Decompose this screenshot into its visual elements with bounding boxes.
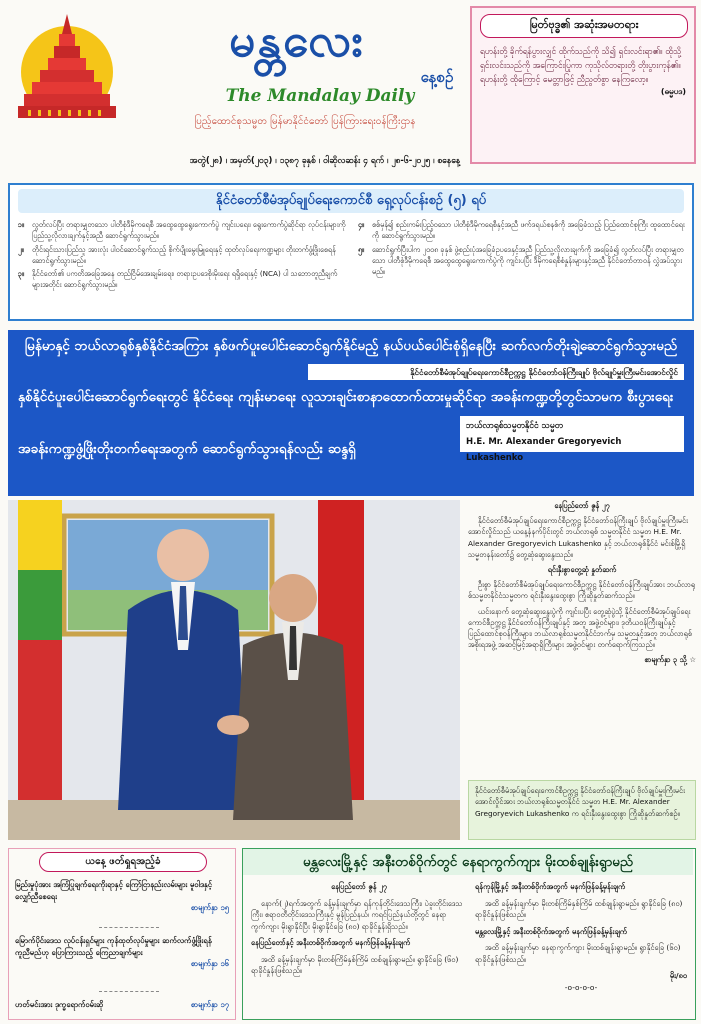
headline-byline-1: နိုင်ငံတော်စီမံအုပ်ချုပ်ရေးကောင်စီဥက္ကဋ္ဌ နိုင်ငံတော်ဝန်ကြီးချုပ် ဗိုလ်ချုပ်မှူးကြီးမင်းအောင်လှိုင် xyxy=(308,364,684,380)
weather-subhead: နေပြည်တော်နှင့် အနီးတစ်ဝိုက်အတွက် မနက်ဖြန်ခန့်မှန်းချက် xyxy=(251,938,411,947)
item-number: ၁။ xyxy=(18,220,25,229)
quote-source: (ဓမ္မပဒ) xyxy=(660,87,686,96)
item-number: ၂။ xyxy=(18,244,24,254)
list-item xyxy=(18,244,346,267)
article-subhead: ရင်းနှီးစွာတွေ့ဆုံ နှုတ်ဆက် xyxy=(547,565,617,575)
contents-item-page: စာမျက်နှာ ၁၆ xyxy=(190,959,229,968)
item-text: နိုင်ငံတော်၏ ပကတိအခြေအနေ တည်ငြိမ်အေးချမ်းရေး၊ တရားဥပဒေစိုးမိုးရေး ရရှိရေးနှင့် (NCA) ပါ သဘောတူညီချက်များအတိုင်း ဆောင်ရွက်သွားမည်။ xyxy=(32,269,338,290)
end-mark: -o-o-o-o- xyxy=(564,982,598,992)
item-text: စစ်မှန်၍ စည်းကမ်းပြည့်ဝသော ပါတီစုံဒီမိုကရေစီနှင့်အညီ ဖက်ဒရယ်စနစ်ကို အခြေခံသည့် ပြည်ထောင်စုကြီး ထူထောင်ရေးကို ဆောင်ရွက်သွားမည်။ xyxy=(372,220,685,241)
item-text: လွတ်လပ်ပြီး တရားမျှတသော ပါတီစုံဒီမိုကရေစီ အထွေထွေရွေးကောက်ပွဲ ကျင်းပရေး၊ ရွေးကောက်ပွဲဆိုင်ရာ လုပ်ငန်းများကို ပြည်သူ့လိုလားချက်နှင့်အညီ ဆောင်ရွက်သွားမည်။ xyxy=(32,220,346,241)
weather-left-column xyxy=(251,881,467,982)
state-left-column xyxy=(18,219,346,293)
contents-item-text: မြောက်ပိုင်းဒေသ လုပ်ငန်းရှင်များ ကုန်ထုတ်လုပ်မှုများ ဆက်လက်ဖွံ့ဖြိုးရန် ကူညီမည်ဟု ပြောကြားသည့် ကြေညာချက်များ xyxy=(15,936,212,957)
article-paragraph: ယင်းနောက် တွေ့ဆုံဆွေးနွေးပွဲကို ကျင်းပပြီး တွေ့ဆုံပွဲသို့ နိုင်ငံတော်စီမံအုပ်ချုပ်ရေးကောင်စီဥက္ကဋ္ဌ နိုင်ငံတော်ဝန်ကြီးချုပ်နှင့် အတူ အဖွဲ့ဝင်များ၊ ဒုတိယဝန်ကြီးချုပ်နှင့် ပြည်ထောင်စုဝန်ကြီးများ၊ ဘယ်လာရုစ်သမ္မတနိုင်ငံဘက်မှ သမ္မတနှင့်အတူ ဘယ်လာရုစ်အစိုးရအဖွဲ့ အဆင့်မြင့်အရာရှိကြီးများ အဖွဲ့ဝင်များ တက်ရောက်ကြသည်။ xyxy=(468,606,692,650)
divider xyxy=(99,927,159,928)
byline-title: ဘယ်လာရုစ်သမ္မတနိုင်ငံ သမ္မတ xyxy=(466,421,564,431)
weather-paragraph: အထိ ခန့်မှန်းချက်မှာ မိုးတစ်ကြိမ်နှစ်ကြိမ် ထစ်ချုန်းရွာမည်။ ရွာနိုင်ခြေ (၈၀) ရာခိုင်နှုန်းဖြစ်သည်။ xyxy=(475,898,683,919)
item-number: ၅။ xyxy=(358,244,365,254)
contents-item[interactable] xyxy=(15,999,229,1011)
contents-item-text: ဟတ်မင်းအား ဒုက္ခရောက်ဝမ်းဆို xyxy=(15,1000,104,1009)
headline-line-2: နှစ်နိုင်ငံပူးပေါင်းဆောင်ရွက်ရေးတွင် နိုင်ငံရေး ကျန်းမာရေး လူသားချင်းစာနာထောက်ထားမှုဆိုင်ရာ အခန်းကဏ္ဍတို့တွင်သာမက စီးပွားရေး xyxy=(18,389,674,405)
divider xyxy=(99,991,159,992)
state-box-heading: နိုင်ငံတော်စီမံအုပ်ချုပ်ရေးကောင်စီ ရှေ့လုပ်ငန်းစဉ် (၅) ရပ် xyxy=(18,189,684,213)
contents-item[interactable] xyxy=(15,935,229,968)
lead-article xyxy=(468,500,696,780)
weather-box xyxy=(242,848,696,1020)
weather-signature: မိုး/၈၀ xyxy=(669,971,687,980)
contents-item-page: စာမျက်နှာ ၁၅ xyxy=(190,903,229,912)
continued-marker: စာမျက်နှာ ၃ သို့ ☆ xyxy=(644,655,696,665)
headline-line-1: မြန်မာနှင့် ဘယ်လာရုစ်နှစ်နိုင်ငံအကြား နှစ်ဖက်ပူးပေါင်းဆောင်ရွက်နိုင်မည့် နယ်ပယ်ပေါင်းစုံရှိနေပြီး ဆက်လက်တိုးချဲ့ဆောင်ရွက်သွားမည် xyxy=(24,338,678,354)
weather-paragraph: အထိ ခန့်မှန်းချက်မှာ မိုးတစ်ကြိမ်နှစ်ကြိမ် ထစ်ချုန်းရွာမည်။ ရွာနိုင်ခြေ (၆၀) ရာခိုင်နှုန်းဖြစ်သည်။ xyxy=(251,954,459,975)
weather-heading: မန္တလေးမြို့နှင့် အနီးတစ်ဝိုက်တွင် နေရာကွက်ကျား မိုးထစ်ချုန်းရွာမည် xyxy=(243,849,693,875)
state-right-column xyxy=(358,219,686,279)
todays-contents-box xyxy=(8,848,236,1020)
mandalay-palace-logo xyxy=(8,10,126,128)
publisher-line: ပြည့်ထောင်စုသမ္မတ မြန်မာနိုင်ငံတော် ပြန်ကြားရေးဝန်ကြီးဌာန xyxy=(194,116,416,127)
contents-heading: ယနေ့ ဖတ်ရှုရအည့်ခံ xyxy=(39,852,207,872)
item-number: ၄။ xyxy=(358,220,365,229)
list-item xyxy=(358,219,686,242)
article-paragraph: ဦးစွာ နိုင်ငံတော်စီမံအုပ်ချုပ်ရေးကောင်စီဥက္ကဋ္ဌ နိုင်ငံတော်ဝန်ကြီးချုပ်အား ဘယ်လာရုစ်သမ္မတနိုင်ငံသမ္မတက ရင်းနှီးနွေးထွေးစွာ ကြိုဆိုနှုတ်ဆက်သည်။ xyxy=(468,580,696,601)
item-text: တိုင်းရင်းသားပြည်သူ အားလုံး ပါဝင်ဆောင်ရွက်သည့် စိုက်ပျိုးမွေးမြူရေးနှင့် ထုတ်လုပ်ရေးကဏ္ဍများ တိုးတက်ဖွံ့ဖြိုးစေရန် ဆောင်ရွက်သွားမည်။ xyxy=(32,244,336,265)
list-item xyxy=(358,244,686,278)
list-item xyxy=(18,219,346,242)
newspaper-title: မန္တလေး xyxy=(229,13,365,67)
article-dateline: နေပြည်တော် ဇွန် ၂၇ xyxy=(554,501,610,510)
state-objectives-box xyxy=(8,183,694,321)
weather-dateline: နေပြည်တော် ဇွန် ၂၇ xyxy=(331,882,387,891)
buddha-teaching-box xyxy=(470,6,696,164)
byline-name: H.E. Mr. Alexander Gregoryevich Lukashenko xyxy=(466,437,622,463)
list-item xyxy=(18,268,346,291)
newspaper-title-tail: နေ့စဉ် xyxy=(420,68,454,86)
contents-item[interactable] xyxy=(15,879,229,912)
issue-line: အတွဲ(၂၈) ၊ အမှတ်(၂၀၃) ၊ ၁၃၈၇ ခုနှစ် ၊ ဝါဆိုလဆန်း ၄ ရက် ၊ ၂၈-၆-၂၀၂၅ ၊ စနေနေ့ xyxy=(189,156,461,166)
weather-right-column xyxy=(475,881,687,993)
headline-line-3: အခန်းကဏ္ဍဖွံ့ဖြိုးတိုးတက်ရေးအတွက် ဆောင်ရွက်သွားရန်လည်း ဆန္ဒရှိ xyxy=(18,441,356,457)
weather-paragraph: နောက်(၂)ရက်အတွက် ခန့်မှန်းချက်မှာ ရန်ကုန်တိုင်းဒေသကြီး၊ ပဲခူးတိုင်းဒေသကြီး၊ ဧရာဝတီတိုင်းဒေသကြီးနှင့် မွန်ပြည်နယ်၊ ကရင်ပြည်နယ်တို့တွင် နေရာကွက်ကျား မိုးရွာနိုင်ပြီး မိုးရွာနိုင်ခြေ (၈၀) ရာခိုင်နှုန်းရှိသည်။ xyxy=(251,898,463,931)
quote-heading: မြတ်ဗုဒ္ဓ၏ အဆုံးအမတရား xyxy=(480,14,688,38)
weather-subhead: မန္တလေးမြို့နှင့် အနီးတစ်ဝိုက်အတွက် မနက်ဖြန်ခန့်မှန်းချက် xyxy=(475,926,627,936)
weather-subhead: ရန်ကုန်မြို့နှင့် အနီးတစ်ဝိုက်အတွက် မနက်ဖြန်ခန့်မှန်းချက် xyxy=(475,882,626,891)
main-headline-block xyxy=(8,330,694,496)
photo-caption: နိုင်ငံတော်စီမံအုပ်ချုပ်ရေးကောင်စီဥက္ကဋ္ဌ နိုင်ငံတော်ဝန်ကြီးချုပ် ဗိုလ်ချုပ်မှူးကြီးမင်းအောင်လှိုင်အား ဘယ်လာရုစ်သမ္မတနိုင်ငံ သမ္မတ H.E. Mr. Alexander Gregoryevich Lukashenko က ရင်းနှီးနွေးထွေးစွာ ကြိုဆိုနှုတ်ဆက်စဉ်။ xyxy=(468,780,696,840)
contents-item-page: စာမျက်နှာ ၁၇ xyxy=(190,1000,229,1009)
item-number: ၃။ xyxy=(18,269,25,279)
item-text: ဆောင်ရွက်ပြီးပါက ၂၀၀၈ ခုနှစ် ဖွဲ့စည်းပုံအခြေခံဥပဒေနှင့်အညီ ပြည်သူ့လိုလားချက်ကို အခြေခံ၍ လွတ်လပ်ပြီး တရားမျှတသော ပါတီစုံဒီမိုကရေစီ အထွေထွေရွေးကောက်ပွဲကို ကျင်းပပြီး ဒီမိုကရေစီစံနှုန်းများနှင့်အညီ နိုင်ငံတော်တာဝန် လွှဲအပ်သွားမည်။ xyxy=(372,244,684,277)
article-paragraph: နိုင်ငံတော်စီမံအုပ်ချုပ်ရေးကောင်စီဥက္ကဋ္ဌ နိုင်ငံတော်ဝန်ကြီးချုပ် ဗိုလ်ချုပ်မှူးကြီးမင်းအောင်လှိုင်သည် ယနေ့နံနက်ပိုင်းတွင် ဘယ်လာရုစ် သမ္မတနိုင်ငံ သမ္မတ H.E. Mr. Alexander Gregoryevich Lukashenko နှင့် ဘယ်လာရုစ်နိုင်ငံ မင်းစ်မြို့ရှိ သမ္မတနန်းတော်၌ တွေ့ဆုံဆွေးနွေးသည်။ xyxy=(468,516,688,559)
quote-body: ရဟန်းတို့ ခိုက်ရန်ပွားလျှင် ထိုက်သည်ကို သိ၍ ရှင်းလင်းရာ၏။ ထိုသို့ ရှင်းလင်းသည်ကို အကြောင်းပြုကာ ကုသိုလ်တရားတို့ တိုးပွားကုန်၏။ ရဟန်းတို့ ထိုကြောင့် မေတ္တာဖြင့် ညီညွတ်စွာ နေကြလော့။ xyxy=(480,46,682,84)
english-title: The Mandalay Daily xyxy=(225,86,415,106)
weather-paragraph: အထိ ခန့်မှန်းချက်မှာ နေရာကွက်ကျား မိုးထစ်ချုန်းရွာမည်။ ရွာနိုင်ခြေ (၆၀) ရာခိုင်နှုန်းဖြစ်သည်။ xyxy=(475,943,681,964)
headline-byline-2 xyxy=(460,416,684,463)
contents-item-text: မြည်းမှုပုံအား အကြံပြုချက်ရေးကိုးရာနှင့် ကြော်ငြာနည်းလမ်းများ မူဝါဒနှင့် လျှော်ညီစေရေး xyxy=(15,880,212,901)
leaders-handshake-photo xyxy=(8,500,460,840)
